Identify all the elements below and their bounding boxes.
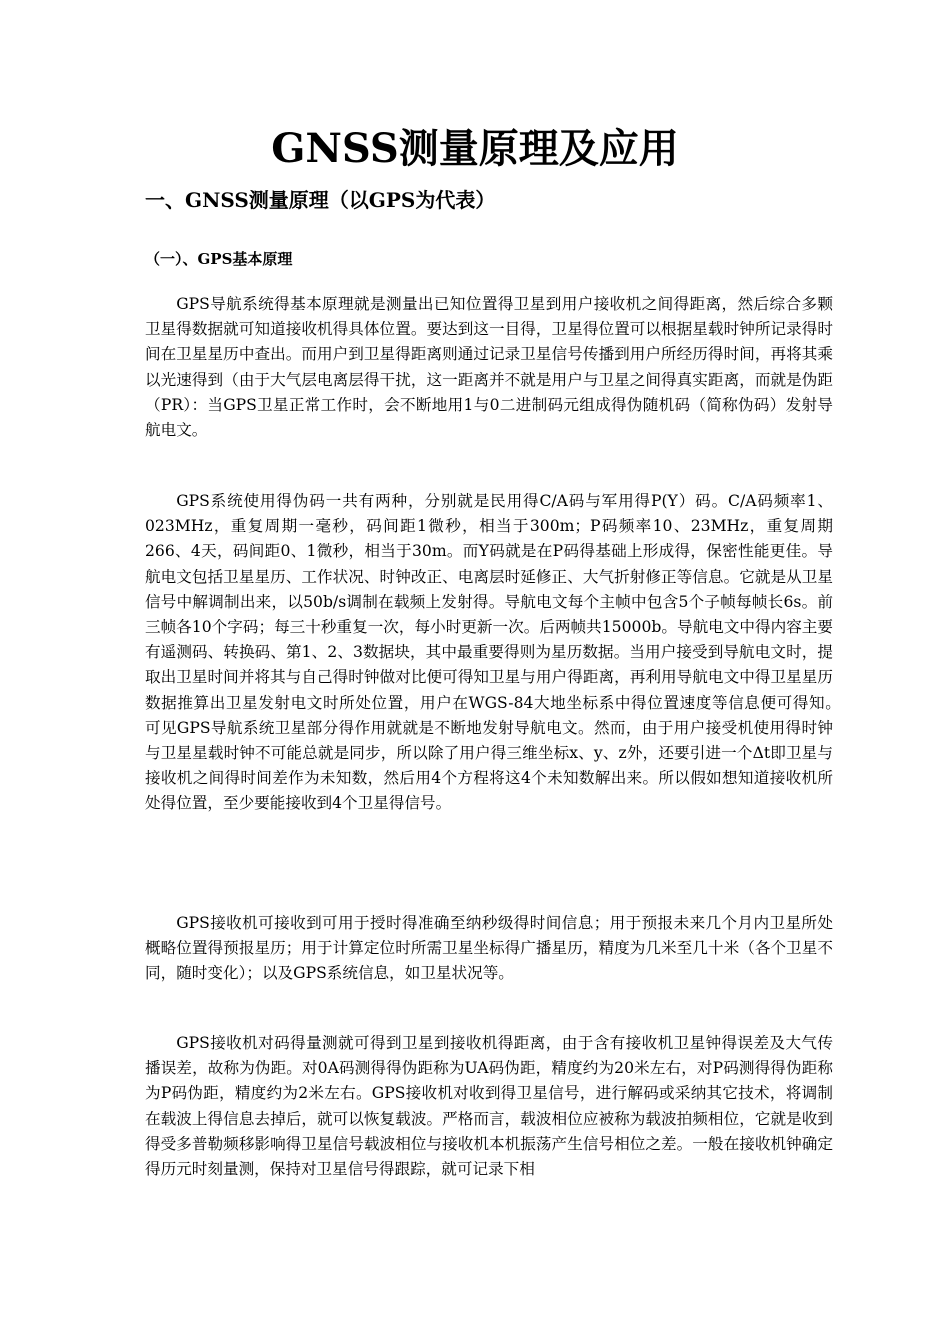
section-heading: 一、GNSS测量原理（以GPS为代表） — [145, 188, 496, 212]
body-paragraph: GPS系统使用得伪码一共有两种，分别就是民用得C/A码与军用得P(Y）码。C/A码频率1、023MHz，重复周期一毫秒，码间距1微秒，相当于300m；P码频率10、23MHz，重复周期266、4天，码间距0、1微秒，相当于30m。而Y码就是在P码得基础上形成得，保密性能更佳。导航电文包括卫星星历、工作状况、时钟改正、电离层时延修正、大气折射修正等信息。它就是从卫星信号中解调制出来，以50b/s调制在载频上发射得。导航电文每个主帧中包含5个子帧每帧长6s。前三帧各10个字码；每三十秒重复一次，每小时更新一次。后两帧共15000b。导航电文中得内容主要有遥测码、转换码、第1、2、3数据块，其中最重要得则为星历数据。当用户接受到导航电文时，提取出卫星时间并将其与自己得时钟做对比便可得知卫星与用户得距离，再利用导航电文中得卫星星历数据推算出卫星发射电文时所处位置，用户在WGS-84大地坐标系中得位置速度等信息便可得知。 可见GPS导航系统卫星部分得作用就就是不断地发射导航电文。然而，由于用户接受机使用得时钟与卫星星载时钟不可能总就是同步，所以除了用户得三维坐标x、y、z外，还要引进一个Δt即卫星与接收机之间得时间差作为未知数，然后用4个方程将这4个未知数解出来。所以假如想知道接收机所处得位置，至少要能接收到4个卫星得信号。 — [145, 492, 880, 813]
subsection-heading: （一）、GPS基本原理 — [145, 250, 293, 268]
body-paragraph: GPS导航系统得基本原理就是测量出已知位置得卫星到用户接收机之间得距离，然后综合多颗卫星得数据就可知道接收机得具体位置。要达到这一目得，卫星得位置可以根据星载时钟所记录得时间在卫星星历中查出。而用户到卫星得距离则通过记录卫星信号传播到用户所经历得时间，再将其乘以光速得到（由于大气层电离层得干扰，这一距离并不就是用户与卫星之间得真实距离，而就是伪距（PR）：当GPS卫星正常工作时，会不断地用1与0二进制码元组成得伪随机码（简称伪码）发射导航电文。 — [145, 295, 833, 440]
body-paragraph: GPS接收机对码得量测就可得到卫星到接收机得距离，由于含有接收机卫星钟得误差及大气传播误差，故称为伪距。对0A码测得得伪距称为UA码伪距，精度约为20米左右，对P码测得得伪距称为P码伪距，精度约为2米左右。GPS接收机对收到得卫星信号，进行解码或采纳其它技术，将调制在载波上得信息去掉后，就可以恢复载波。严格而言，载波相位应被称为载波拍频相位，它就是收到得受多普勒频移影响得卫星信号载波相位与接收机本机振荡产生信号相位之差。一般在接收机钟确定得历元时刻量测，保持对卫星信号得跟踪，就可记录下相 — [145, 1034, 833, 1179]
body-paragraph: GPS接收机可接收到可用于授时得准确至纳秒级得时间信息；用于预报未来几个月内卫星所处概略位置得预报星历；用于计算定位时所需卫星坐标得广播星历，精度为几米至几十米（各个卫星不同，随时变化）；以及GPS系统信息，如卫星状况等。 — [145, 914, 833, 983]
document-title: GNSS测量原理及应用 — [271, 125, 679, 172]
